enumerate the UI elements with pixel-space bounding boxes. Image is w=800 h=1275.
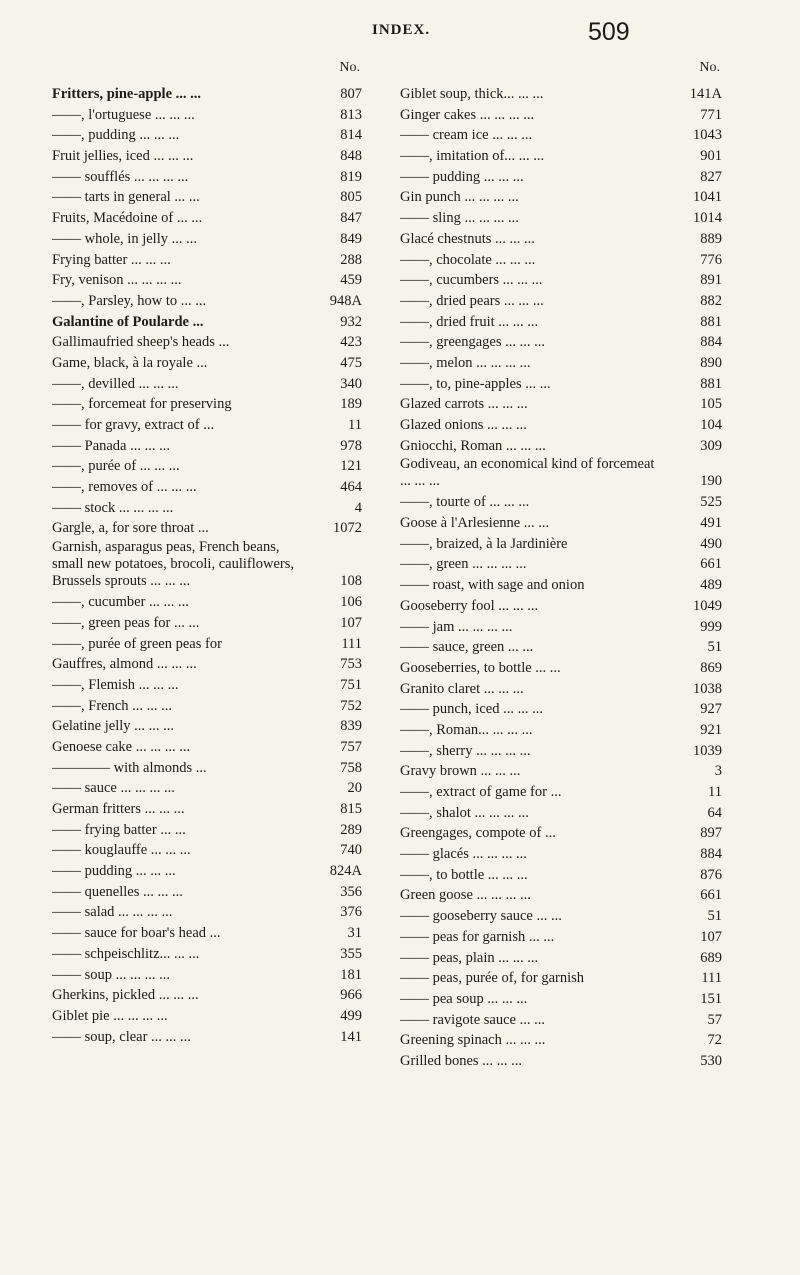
entry-number: 815 [336, 799, 362, 820]
index-entry [52, 654, 362, 675]
index-entry [400, 456, 722, 492]
entry-number: 827 [696, 167, 722, 188]
entry-number: 849 [336, 229, 362, 250]
entry-text: —— pea soup ... ... ... [400, 990, 528, 1007]
entry-number: 3 [711, 761, 722, 782]
index-entry [400, 823, 722, 844]
index-entry [400, 513, 722, 534]
entry-text: ——, purée of green peas for [52, 635, 222, 652]
entry-text: German fritters ... ... ... [52, 801, 185, 817]
index-entry [400, 312, 722, 333]
column-number-heading: No. [339, 60, 360, 75]
entry-text: ——, chocolate ... ... ... [400, 251, 536, 268]
entry-number: 107 [696, 927, 722, 948]
index-entry [52, 146, 362, 167]
entry-text: —— ravigote sauce ... ... [400, 1011, 545, 1028]
index-entry [52, 985, 362, 1006]
entry-number: 64 [704, 803, 723, 824]
entry-text: ——, imitation of... ... ... [400, 148, 545, 165]
entry-text: —— sauce, green ... ... [400, 639, 534, 656]
entry-text: ——, braized, à la Jardinière [400, 535, 568, 552]
index-entry [400, 927, 722, 948]
index-entry [400, 394, 722, 415]
index-entry [400, 208, 722, 229]
index-entry [52, 820, 362, 841]
entry-text: Gravy brown ... ... ... [400, 763, 521, 780]
index-entry [400, 436, 722, 457]
entry-text: —— roast, with sage and onion [400, 577, 585, 594]
entry-number: 901 [696, 146, 722, 167]
entry-text: Fruits, Macédoine of ... ... [52, 210, 203, 227]
entry-number: 1072 [329, 518, 362, 539]
index-entry [52, 861, 362, 882]
column-number-heading: No. [699, 60, 720, 75]
index-entry [52, 737, 362, 758]
entry-number: 839 [336, 716, 362, 737]
entry-text: Gniocchi, Roman ... ... ... [400, 437, 546, 454]
entry-number: 882 [696, 291, 722, 312]
entry-text: Gauffres, almond ... ... ... [52, 656, 197, 673]
entry-text: —— salad ... ... ... ... [52, 904, 173, 921]
entry-number: 752 [336, 696, 362, 717]
entry-number: 1039 [689, 741, 722, 762]
index-entry [52, 882, 362, 903]
entry-number: 11 [704, 782, 722, 803]
entry-number: 51 [704, 637, 723, 658]
entry-text: ——, forcemeat for preserving [52, 396, 232, 413]
entry-number: 869 [696, 658, 722, 679]
entry-text: ——, French ... ... ... [52, 697, 173, 714]
entry-text: Fruit jellies, iced ... ... ... [52, 148, 194, 165]
entry-text: Gherkins, pickled ... ... ... [52, 987, 199, 1004]
index-entry [52, 758, 362, 779]
entry-number: 819 [336, 167, 362, 188]
entry-number: 1043 [689, 125, 722, 146]
index-entry [400, 637, 722, 658]
entry-text: —— sling ... ... ... ... [400, 210, 519, 227]
entry-text: —— sauce for boar's head ... [52, 925, 221, 942]
page-header [0, 20, 800, 54]
entry-text: ——, pudding ... ... ... [52, 127, 180, 144]
entry-number: 72 [704, 1030, 723, 1051]
index-entry [52, 498, 362, 519]
index-entry [52, 539, 362, 592]
entry-number: 807 [336, 84, 362, 105]
index-entry [52, 716, 362, 737]
index-entry [400, 125, 722, 146]
entry-number: 525 [696, 492, 722, 513]
index-entry [52, 799, 362, 820]
entry-text: —— soup ... ... ... ... [52, 966, 171, 983]
index-column-left [52, 60, 362, 1047]
index-entry [400, 105, 722, 126]
entry-text: ——, l'ortuguese ... ... ... [52, 106, 195, 123]
entry-number: 309 [696, 436, 722, 457]
entry-number: 499 [336, 1006, 362, 1027]
entry-number: 376 [336, 902, 362, 923]
entry-number: 661 [696, 885, 722, 906]
entry-number: 757 [336, 737, 362, 758]
index-entry [400, 84, 722, 105]
entry-text: Grilled bones ... ... ... [400, 1052, 523, 1069]
entry-number: 921 [696, 720, 722, 741]
entry-text: —— punch, iced ... ... ... [400, 701, 543, 718]
index-entry [52, 902, 362, 923]
entry-number: 740 [336, 840, 362, 861]
index-entry [52, 332, 362, 353]
entry-text: —— glacés ... ... ... ... [400, 846, 527, 863]
entry-text: Gallimaufried sheep's heads ... [52, 334, 230, 351]
entry-number: 288 [336, 250, 362, 271]
entry-text: ——, tourte of ... ... ... [400, 494, 530, 511]
entry-number: 111 [697, 968, 722, 989]
entry-number: 776 [696, 250, 722, 271]
entry-number: 107 [336, 613, 362, 634]
entry-text: —— Panada ... ... ... [52, 437, 170, 454]
entry-number: 355 [336, 944, 362, 965]
entry-number: 978 [336, 436, 362, 457]
entry-text: —— stock ... ... ... ... [52, 499, 174, 516]
entry-number: 1049 [689, 596, 722, 617]
index-entry [400, 332, 722, 353]
entry-text: ——, green ... ... ... ... [400, 556, 527, 573]
entry-number: 108 [336, 573, 362, 590]
index-entry [52, 675, 362, 696]
entry-text: —— jam ... ... ... ... [400, 618, 513, 635]
entry-number: 661 [696, 554, 722, 575]
index-entry [52, 592, 362, 613]
entry-number: 356 [336, 882, 362, 903]
entry-number: 104 [696, 415, 722, 436]
entry-number: 771 [696, 105, 722, 126]
entry-text: Game, black, à la royale ... [52, 354, 208, 371]
entry-text: ——, shalot ... ... ... ... [400, 804, 529, 821]
entry-number: 289 [336, 820, 362, 841]
index-entry [52, 778, 362, 799]
index-entry [400, 1051, 722, 1072]
entry-number: 111 [337, 634, 362, 655]
index-entry [52, 125, 362, 146]
entry-number: 884 [696, 844, 722, 865]
entry-number: 813 [336, 105, 362, 126]
index-entry [400, 803, 722, 824]
entry-number: 889 [696, 229, 722, 250]
entry-text: ——, devilled ... ... ... [52, 375, 179, 392]
entry-text: ——, purée of ... ... ... [52, 458, 180, 475]
entry-number: 31 [344, 923, 363, 944]
entry-text: Goose à l'Arlesienne ... ... [400, 515, 550, 532]
entry-number: 848 [336, 146, 362, 167]
entry-number: 4 [351, 498, 362, 519]
index-entry [52, 436, 362, 457]
entry-number: 51 [704, 906, 723, 927]
entry-text: Granito claret ... ... ... [400, 680, 524, 697]
entry-text: —— peas, purée of, for garnish [400, 970, 585, 987]
entry-text: ——, melon ... ... ... ... [400, 354, 531, 371]
index-entry [52, 415, 362, 436]
index-entry [400, 658, 722, 679]
index-entry [400, 415, 722, 436]
index-entry [52, 374, 362, 395]
index-entry [52, 1027, 362, 1048]
entry-text: Garnish, asparagus peas, French beans, small new potatoes, brocoli, cauliflowers, Brussels sprouts ... ... ... [52, 539, 295, 590]
index-column-right [400, 60, 722, 1072]
entry-number: 876 [696, 865, 722, 886]
index-entry [52, 944, 362, 965]
index-entry [400, 782, 722, 803]
index-entry [400, 229, 722, 250]
index-entry [52, 353, 362, 374]
entry-number: 490 [696, 534, 722, 555]
index-entry [52, 187, 362, 208]
index-entry [52, 613, 362, 634]
entry-text: Glazed onions ... ... ... [400, 417, 527, 433]
entry-number: 151 [696, 989, 722, 1010]
entry-number: 57 [704, 1010, 723, 1031]
index-entry [400, 885, 722, 906]
index-entry [52, 394, 362, 415]
entry-number: 530 [696, 1051, 722, 1072]
index-entry [400, 679, 722, 700]
entry-number: 884 [696, 332, 722, 353]
entry-number: 475 [336, 353, 362, 374]
index-entry [400, 492, 722, 513]
index-entry [52, 1006, 362, 1027]
entry-number: 881 [696, 312, 722, 333]
index-entry [400, 291, 722, 312]
entry-text: Giblet soup, thick... ... ... [400, 86, 544, 102]
entry-text: —— peas for garnish ... ... [400, 928, 555, 945]
index-entry [400, 250, 722, 271]
entry-text: —— whole, in jelly ... ... [52, 230, 197, 247]
index-entry [400, 741, 722, 762]
entry-number: 847 [336, 208, 362, 229]
entry-text: Gin punch ... ... ... ... [400, 189, 519, 206]
index-entry [400, 353, 722, 374]
entry-text: ——, cucumber ... ... ... [52, 594, 189, 611]
entry-number: 1041 [689, 187, 722, 208]
entry-number: 20 [344, 778, 363, 799]
entry-text: —— sauce ... ... ... ... [52, 780, 175, 797]
entry-list [52, 84, 362, 1047]
entry-number: 1038 [689, 679, 722, 700]
index-entry [52, 696, 362, 717]
entry-number: 190 [696, 473, 722, 490]
entry-number: 11 [344, 415, 362, 436]
index-entry [52, 291, 362, 312]
entry-number: 890 [696, 353, 722, 374]
index-entry [400, 596, 722, 617]
entry-text: —— for gravy, extract of ... [52, 417, 215, 433]
entry-text: ——, Flemish ... ... ... [52, 676, 179, 693]
index-entry [52, 84, 362, 105]
index-entry [400, 534, 722, 555]
entry-text: Fry, venison ... ... ... ... [52, 272, 182, 289]
index-entry [52, 105, 362, 126]
entry-text: —— frying batter ... ... [52, 821, 186, 838]
entry-text: ——, to, pine-apples ... ... [400, 375, 551, 392]
index-entry [400, 575, 722, 596]
entry-number: 491 [696, 513, 722, 534]
entry-text: Galantine of Poularde ... [52, 313, 204, 330]
index-entry [400, 720, 722, 741]
entry-number: 897 [696, 823, 722, 844]
entry-number: 181 [336, 965, 362, 986]
index-entry [400, 865, 722, 886]
index-entry [400, 187, 722, 208]
index-entry [400, 374, 722, 395]
entry-number: 932 [336, 312, 362, 333]
entry-text: —— schpeischlitz... ... ... [52, 945, 200, 962]
entry-number: 340 [336, 374, 362, 395]
entry-text: Giblet pie ... ... ... ... [52, 1007, 168, 1024]
entry-text: —— soup, clear ... ... ... [52, 1028, 191, 1045]
entry-number: 464 [336, 477, 362, 498]
entry-list [400, 84, 722, 1072]
index-entry [400, 617, 722, 638]
entry-text: ——, removes of ... ... ... [52, 479, 197, 496]
entry-text: Greengages, compote of ... [400, 825, 556, 842]
index-entry [400, 1030, 722, 1051]
entry-number: 805 [336, 187, 362, 208]
entry-text: Frying batter ... ... ... [52, 251, 171, 268]
entry-number: 141 [336, 1027, 362, 1048]
entry-number: 758 [336, 758, 362, 779]
entry-number: 105 [696, 394, 722, 415]
index-entry [400, 699, 722, 720]
entry-text: —— soufflés ... ... ... ... [52, 168, 189, 185]
index-entry [52, 270, 362, 291]
index-entry [52, 208, 362, 229]
entry-number: 753 [336, 654, 362, 675]
entry-number: 814 [336, 125, 362, 146]
entry-number: 751 [336, 675, 362, 696]
entry-number: 966 [336, 985, 362, 1006]
entry-text: Fritters, pine-apple ... ... [52, 86, 202, 102]
entry-text: —— gooseberry sauce ... ... [400, 908, 562, 925]
page-number: 509 [588, 18, 630, 46]
index-entry [52, 634, 362, 655]
entry-text: —— pudding ... ... ... [400, 168, 524, 185]
entry-text: —— pudding ... ... ... [52, 863, 176, 880]
entry-text: ——, dried pears ... ... ... [400, 292, 544, 309]
entry-text: ——, cucumbers ... ... ... [400, 272, 543, 289]
entry-number: 141A [686, 84, 722, 105]
entry-text: Gooseberry fool ... ... ... [400, 597, 539, 614]
entry-text: Genoese cake ... ... ... ... [52, 738, 191, 755]
entry-text: ——, to bottle ... ... ... [400, 866, 528, 883]
entry-number: 891 [696, 270, 722, 291]
entry-number: 881 [696, 374, 722, 395]
entry-text: Glacé chestnuts ... ... ... [400, 230, 535, 247]
index-entry [400, 1010, 722, 1031]
entry-number: 927 [696, 699, 722, 720]
entry-number: 1014 [689, 208, 722, 229]
entry-number: 121 [336, 456, 362, 477]
entry-number: 459 [336, 270, 362, 291]
index-entry [52, 312, 362, 333]
entry-text: —— kouglauffe ... ... ... [52, 842, 191, 859]
index-entry [52, 477, 362, 498]
index-entry [400, 906, 722, 927]
index-entry [400, 270, 722, 291]
page-title: INDEX. [372, 22, 431, 38]
entry-text: ———— with almonds ... [52, 759, 207, 776]
entry-text: ——, Parsley, how to ... ... [52, 292, 207, 309]
index-entry [400, 146, 722, 167]
entry-text: ——, Roman... ... ... ... [400, 721, 533, 738]
index-entry [52, 840, 362, 861]
entry-number: 423 [336, 332, 362, 353]
entry-number: 948A [326, 291, 362, 312]
entry-text: ——, extract of game for ... [400, 784, 562, 800]
entry-text: ——, green peas for ... ... [52, 614, 200, 631]
entry-number: 999 [696, 617, 722, 638]
index-entry [52, 456, 362, 477]
index-entry [52, 923, 362, 944]
entry-number: 189 [336, 394, 362, 415]
index-entry [400, 167, 722, 188]
entry-text: —— tarts in general ... ... [52, 189, 200, 206]
entry-text: Gargle, a, for sore throat ... [52, 520, 209, 537]
entry-text: —— peas, plain ... ... ... [400, 949, 539, 966]
entry-number: 824A [326, 861, 362, 882]
index-entry [52, 167, 362, 188]
index-entry [400, 948, 722, 969]
entry-text: —— quenelles ... ... ... [52, 883, 183, 900]
index-entry [52, 250, 362, 271]
entry-text: Gooseberries, to bottle ... ... [400, 659, 561, 676]
entry-number: 489 [696, 575, 722, 596]
index-entry [400, 989, 722, 1010]
index-entry [52, 518, 362, 539]
entry-text: —— cream ice ... ... ... [400, 127, 533, 144]
index-entry [400, 844, 722, 865]
entry-text: Godiveau, an economical kind of forcemeat ... ... ... [400, 456, 655, 490]
entry-text: ——, greengages ... ... ... [400, 334, 545, 351]
entry-text: Green goose ... ... ... ... [400, 887, 531, 904]
index-entry [400, 968, 722, 989]
index-entry [400, 554, 722, 575]
entry-text: Glazed carrots ... ... ... [400, 396, 528, 413]
entry-number: 106 [336, 592, 362, 613]
entry-text: ——, sherry ... ... ... ... [400, 742, 531, 759]
entry-text: Gelatine jelly ... ... ... [52, 718, 175, 735]
index-entry [52, 229, 362, 250]
entry-text: Ginger cakes ... ... ... ... [400, 106, 535, 123]
entry-number: 689 [696, 948, 722, 969]
entry-text: Greening spinach ... ... ... [400, 1032, 546, 1049]
index-entry [400, 761, 722, 782]
entry-text: ——, dried fruit ... ... ... [400, 313, 539, 330]
index-entry [52, 965, 362, 986]
